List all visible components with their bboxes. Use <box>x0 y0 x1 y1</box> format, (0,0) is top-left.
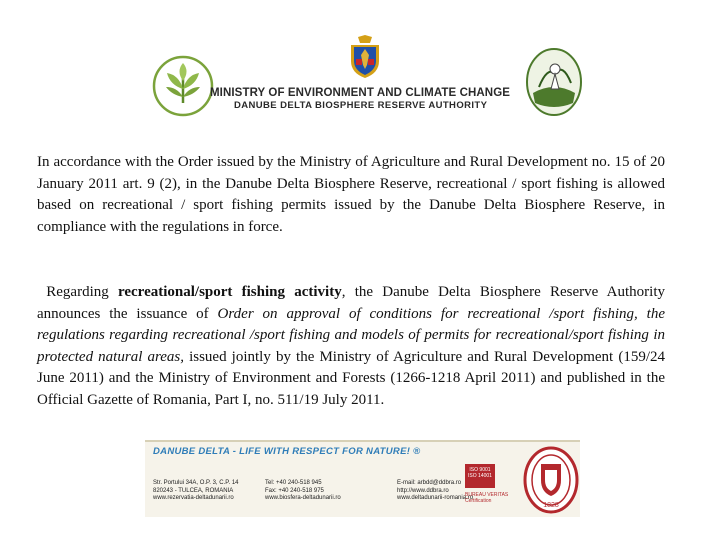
bv-seal-year: 1828 <box>543 502 559 509</box>
ddbra-emblem-icon <box>525 47 583 117</box>
footer-slogan: DANUBE DELTA - LIFE WITH RESPECT FOR NATURE! ® <box>153 446 421 457</box>
footer-address <box>153 480 239 503</box>
ministry-leaf-logo-icon <box>152 55 214 117</box>
fishing-activity-emphasis: recreational/sport fishing activity <box>117 284 342 300</box>
phone-number: Tel: +40 240-518 945 <box>265 480 322 486</box>
header <box>140 35 585 125</box>
paragraph-order-info: In accordance with the Order issued by the Ministry of Agriculture and Rural Development no. 15 of 20 January 2011 art. 9 (2), in the Danube Delta Biosphere Reserve, recreational / sport fishing is allowed based on recreational / sport fishing permits issued by the Danube Delta Biosphere Reserve, in compliance with the regulations in force. <box>37 154 665 235</box>
website-deltadunarii: www.deltadunarii-romania.ro <box>397 495 474 501</box>
authority-title: DANUBE DELTA BIOSPHERE RESERVE AUTHORITY <box>234 100 488 111</box>
ministry-title: MINISTRY OF ENVIRONMENT AND CLIMATE CHANGE <box>210 87 511 99</box>
paragraph-intro: Regarding <box>46 284 118 300</box>
romania-coat-of-arms-icon <box>348 35 382 79</box>
bureau-veritas-seal-icon <box>523 446 579 514</box>
footer-banner <box>145 440 580 517</box>
paragraph-announcement <box>37 282 665 411</box>
iso-9001-label: ISO 9001 <box>469 467 491 473</box>
website-ddbra: http://www.ddbra.ro <box>397 487 449 494</box>
iso-14001-label: ISO 14001 <box>468 473 492 479</box>
website-biosfera: www.biosfera-deltadunarii.ro <box>265 495 341 501</box>
certification-label: Certification <box>465 498 492 504</box>
bureau-veritas-text <box>465 492 508 504</box>
paragraph-middle: , the Danube Delta Biosphere Reserve Authority announces the issuance of <box>37 284 666 322</box>
iso-certification-badge <box>465 464 495 488</box>
footer-phone <box>265 480 341 503</box>
website-rezervatia: www.rezervatia-deltadunarii.ro <box>153 495 234 501</box>
address-city: 820243 - TULCEA, ROMANIA <box>153 487 234 494</box>
email-address: E-mail: arbdd@ddbra.ro <box>397 480 462 486</box>
order-title-italic: Order on approval of conditions for recreational /sport fishing, the regulations regarding recreational /sport fishing and models of permits for recreational/sport fishing in protected natural areas, <box>37 305 665 365</box>
address-street: Str. Portului 34A, O.P. 3, C.P. 14 <box>153 480 239 486</box>
bureau-veritas-label: BUREAU VERITAS <box>465 492 509 498</box>
footer-email <box>397 480 473 503</box>
paragraph-ending: issued jointly by the Ministry of Agriculture and Rural Development (159/24 June 2011) and the Ministry of Environment and Forests (1266-1218 April 2011) and published in the Official Gazette of Romania, Part I, no. 511/19 July 2011. <box>37 348 665 408</box>
fax-number: Fax: +40 240-518 975 <box>265 487 324 494</box>
